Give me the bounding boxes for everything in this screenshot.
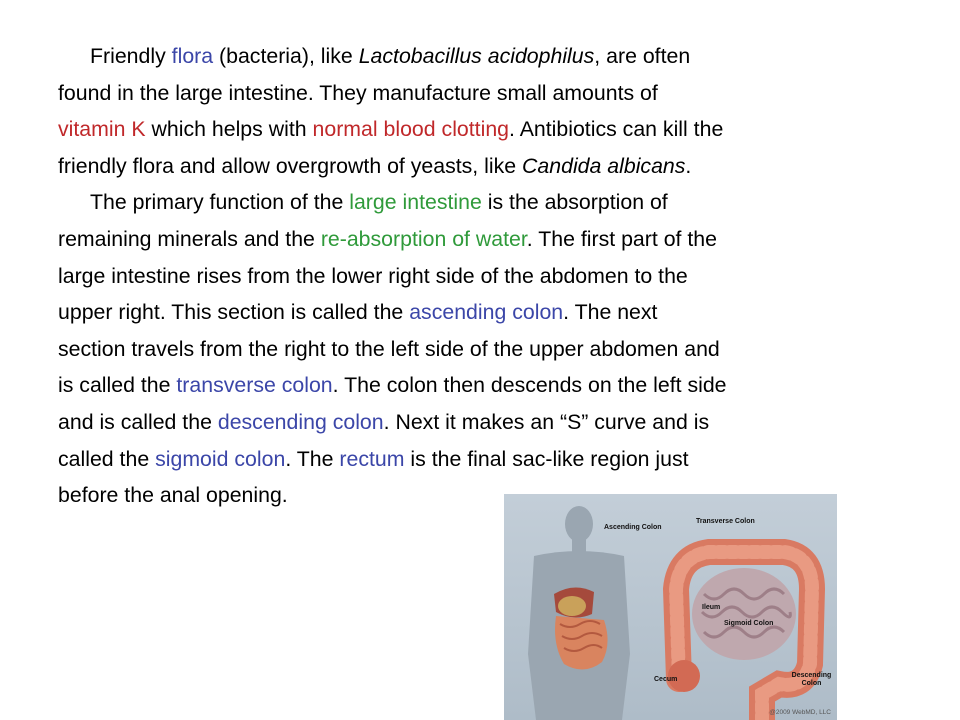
text: which helps with (145, 117, 313, 142)
text: The primary function of the (90, 190, 350, 215)
term-rectum: rectum (339, 446, 405, 471)
p2-line-1 (58, 184, 938, 221)
text: . The first part of the (526, 226, 717, 251)
text: (bacteria), like (213, 44, 359, 68)
label-cecum: Cecum (654, 676, 678, 683)
label-descending-colon: Descending Colon (791, 672, 832, 687)
label-sigmoid-colon: Sigmoid Colon (724, 620, 774, 627)
text: is called the (58, 373, 177, 398)
term-flora: flora (171, 44, 214, 68)
term-transverse-colon: transverse colon (176, 373, 333, 398)
text: upper right. This section is called the (58, 300, 410, 325)
text: called the (58, 446, 156, 471)
term-descending-colon: descending colon (217, 409, 384, 434)
term-blood-clotting: normal blood clotting (312, 117, 510, 142)
p2-line-5: section travels from the right to the left side of the upper abdomen and (58, 336, 720, 361)
text: friendly flora and allow overgrowth of yeasts, like (58, 153, 523, 178)
text: . Antibiotics can kill the (509, 117, 724, 142)
label-ileum: Ileum (702, 604, 721, 611)
p1-line-1 (58, 38, 938, 75)
text: . The (285, 446, 340, 471)
large-intestine-illustration (504, 494, 837, 720)
text: , are often (594, 44, 691, 68)
p2-line-9: before the anal opening. (58, 483, 288, 508)
p1-line-2: found in the large intestine. They manufacture small amounts of (58, 80, 658, 105)
text: and is called the (58, 409, 218, 434)
text: remaining minerals and the (58, 226, 321, 251)
p2-line-8 (58, 441, 938, 478)
p2-line-7 (58, 404, 938, 441)
text: . The next (563, 300, 658, 325)
label-transverse-colon: Transverse Colon (696, 518, 755, 525)
term-candida: Candida albicans (522, 153, 686, 178)
p1-line-4 (58, 148, 938, 185)
p2-line-2 (58, 221, 938, 258)
term-sigmoid-colon: sigmoid colon (155, 446, 286, 471)
text: is the absorption of (481, 190, 668, 215)
text: . The colon then descends on the left side (332, 373, 727, 398)
term-ascending-colon: ascending colon (409, 300, 564, 325)
term-large-intestine: large intestine (349, 190, 482, 215)
term-lactobacillus: Lactobacillus acidophilus (358, 44, 595, 68)
text: is the final sac-like region just (404, 446, 689, 471)
p2-line-6 (58, 367, 938, 404)
body-text (58, 38, 938, 514)
p2-line-4 (58, 294, 938, 331)
label-ascending-colon: Ascending Colon (604, 524, 662, 531)
term-vitamin-k: vitamin K (58, 117, 146, 142)
text: Friendly (90, 44, 172, 68)
text: . Next it makes an “S” curve and is (383, 409, 710, 434)
text: . (685, 153, 692, 178)
term-reabsorption: re-absorption of water (320, 226, 527, 251)
p1-line-3 (58, 111, 938, 148)
p2-line-3: large intestine rises from the lower right side of the abdomen to the (58, 263, 688, 288)
copyright-notice: @2009 WebMD, LLC (769, 709, 831, 716)
